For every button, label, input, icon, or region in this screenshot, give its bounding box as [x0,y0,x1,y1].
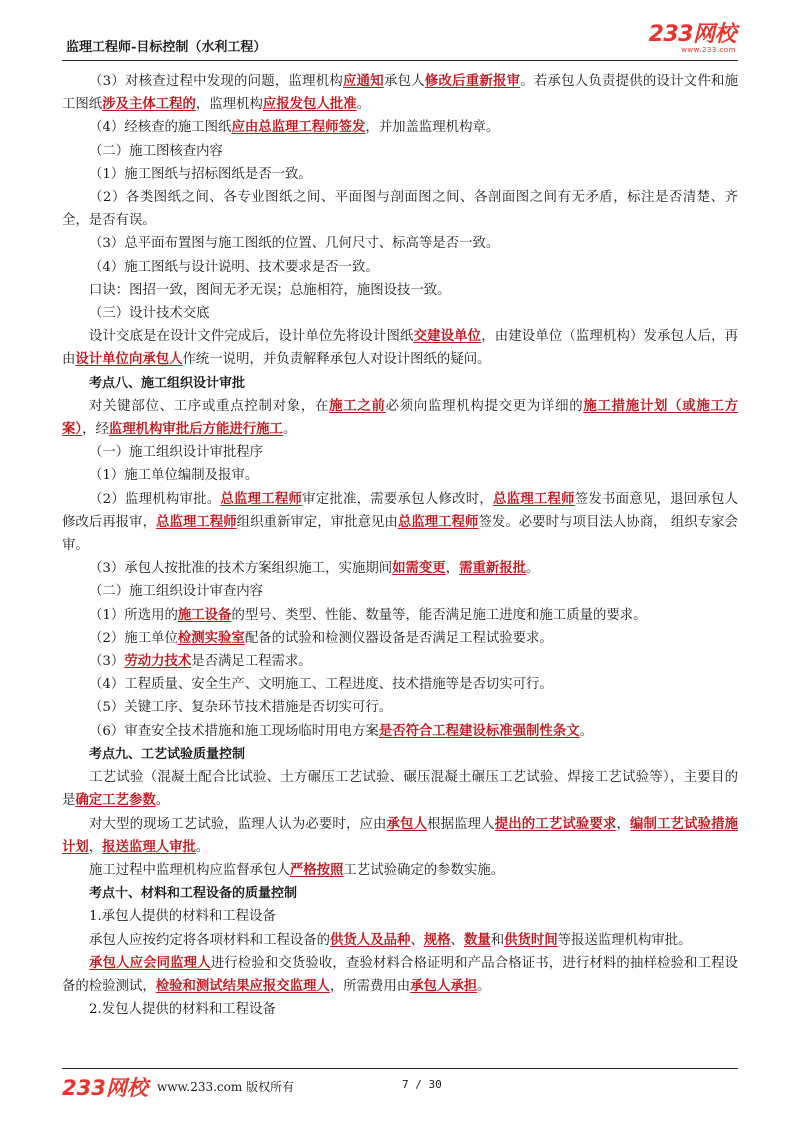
text-run: （1）所选用的 [89,607,178,623]
paragraph [62,998,738,1021]
text-run: 承包人应按约定将各项材料和工程设备的 [89,932,331,948]
highlighted-term: 提出的工艺试验要求 [494,815,617,832]
paragraph [62,813,738,859]
text-run: 签发书面意见，退回承包人修改后再报审， [62,491,739,530]
text-run: 配备的试验和检测仪器设备是否满足工程试验要求。 [244,630,553,646]
paragraph [62,186,738,232]
text-run: （6）审查安全技术措施和施工现场临时用电方案 [89,723,379,739]
header-divider [62,60,738,61]
text-run: 考点十、材料和工程设备的质量控制 [89,886,298,902]
text-run: 、 [410,932,424,948]
highlighted-term: 需重新报批 [459,560,527,577]
section-heading [62,743,738,766]
text-run: 。 [356,97,370,113]
text-run: ，监理机构 [195,97,263,113]
text-run: ，所需费用由 [329,978,411,994]
paragraph [62,604,738,627]
highlighted-term: 承包人 [386,815,428,832]
text-run: ，经 [82,422,109,438]
document-body [62,70,738,1021]
highlighted-term: 交建设单位 [413,328,482,345]
highlighted-term: 严格按照 [289,861,344,878]
highlighted-term: 检测实验室 [177,629,245,646]
text-run: 组织重新审定，审批意见由 [236,514,398,530]
paragraph [62,720,738,743]
text-run: （4）工程质量、安全生产、文明施工、工程进度、技术措施等是否切实可行。 [89,677,553,693]
text-run: 对大型的现场工艺试验，监理人认为必要时，应由 [89,816,387,832]
text-run: 、 [450,932,464,948]
paragraph [62,256,738,279]
text-run: （5）关键工序、复杂环节技术措施是否切实可行。 [89,700,393,716]
paragraph [62,766,738,812]
text-run: 。 [282,422,297,438]
section-heading [62,882,738,905]
text-run: 。 [477,978,491,994]
highlighted-term: 确定工艺参数 [75,792,156,809]
brand-logo-url: www.233.com [681,46,736,54]
paragraph [62,488,738,558]
highlighted-term: 承包人应会同监理人 [89,954,211,971]
text-run: 。 [155,793,170,809]
highlighted-term: 劳动力技术 [124,653,192,670]
text-run: 是否满足工程需求。 [191,654,312,670]
text-run: ， [88,839,103,855]
text-run: 进行检验和交货验收，查验材料合格证明和产品合格证书，进行材料的抽样检验和工程设备的检验测试， [62,955,739,994]
highlighted-term: 承包人承担 [410,977,478,994]
highlighted-term: 应由总监理工程师签发 [231,119,366,136]
text-run: 审定批准，需要承包人修改时， [302,491,493,507]
text-run: 和 [490,932,505,948]
highlighted-term: 总监理工程师 [492,490,575,507]
text-run: （2）各类图纸之间、各专业图纸之间、平面图与剖面图之间、各剖面图之间有无矛盾，标注是否清楚、齐全，是否有误。 [62,190,738,229]
highlighted-term: 应通知 [343,73,384,89]
paragraph [62,952,738,998]
footer-copyright: www.233.com 版权所有 [157,1080,295,1094]
text-run: 2.发包人提供的材料和工程设备 [89,1002,276,1018]
section-heading [62,372,738,395]
text-run: 签发。必要时与项目法人协商， 组织专家会审。 [62,514,738,554]
footer-divider [62,1068,738,1069]
text-run: （一）施工组织设计审批程序 [89,445,264,461]
highlighted-term: 施工措施计划（或施工方案） [62,397,739,438]
text-run: （二）施工图核查内容 [89,143,223,159]
page-number: 7 / 30 [402,1078,442,1091]
text-run: （2）施工单位 [89,630,178,646]
page-footer [62,1072,738,1102]
text-run: （1）施工单位编制及报审。 [89,468,259,484]
text-run: 口诀：图招一致，图间无矛无误；总施相符，施图设技一致。 [89,282,451,298]
text-run: 施工过程中监理机构应监督承包人 [89,862,290,878]
paragraph [62,232,738,255]
paragraph [62,650,738,673]
highlighted-term: 是否符合工程建设标准强制性条文 [378,722,580,739]
text-run: （2）监理机构审批。 [89,491,221,507]
text-run: 1.承包人提供的材料和工程设备 [89,909,276,925]
page-header [62,24,738,58]
paragraph [62,580,738,603]
highlighted-term: 编制工艺试验措施计划 [62,815,739,855]
brand-logo [649,24,736,54]
text-run: （4）施工图纸与设计说明、技术要求是否一致。 [89,259,379,275]
paragraph [62,163,738,186]
paragraph [62,140,738,163]
highlighted-term: 施工设备 [177,606,232,623]
text-run: （3）对核查过程中发现的问题，监理机构 [89,74,344,89]
paragraph [62,673,738,696]
text-run: （1）施工图纸与招标图纸是否一致。 [89,166,312,182]
text-run: 考点九、工艺试验质量控制 [89,746,246,762]
highlighted-term: 总监理工程师 [156,513,237,530]
highlighted-term: 总监理工程师 [220,490,303,507]
paragraph [62,557,738,580]
text-run: （3） [89,654,125,670]
paragraph [62,441,738,464]
text-run: 。 [579,723,593,739]
text-run: 作统一说明，并负责解释承包人对设计图纸的疑问。 [182,352,491,368]
footer-logo: 233网校 [62,1076,148,1100]
brand-logo-text: 233网校 [648,22,736,47]
highlighted-term: 报送监理人审批 [102,838,196,855]
paragraph [62,302,738,325]
highlighted-term: 设计单位向承包人 [75,351,183,368]
text-run: （4）经核查的施工图纸 [89,120,232,136]
text-run: 等报送监理机构审批。 [557,932,692,948]
text-run: 工艺试验（混凝土配合比试验、土方碾压工艺试验、碾压混凝土碾压工艺试验、焊接工艺试验等），主要目的是 [62,770,738,809]
text-run: 根据监理人 [427,816,495,832]
text-run: 承包人 [383,74,425,89]
highlighted-term: 如需变更 [392,560,446,577]
text-run: 。 [526,561,540,577]
text-run: （3）承包人按批准的技术方案组织施工，实施期间 [89,561,393,577]
paragraph [62,116,738,139]
highlighted-term: 施工之前 [329,397,386,414]
text-run: （二）施工组织设计审查内容 [89,584,264,600]
paragraph [62,279,738,302]
text-run: （3）总平面布置图与施工图纸的位置、几何尺寸、标高等是否一致。 [89,236,500,252]
highlighted-term: 供货时间 [504,931,558,948]
text-run: 设计交底是在设计文件完成后，设计单位先将设计图纸 [89,329,414,345]
paragraph [62,696,738,719]
highlighted-term: 监理机构审批后方能进行施工 [108,421,283,438]
text-run: 。 [195,839,210,855]
paragraph [62,464,738,487]
highlighted-term: 涉及主体工程的 [102,96,196,113]
text-run: 工艺试验确定的参数实施。 [343,862,505,878]
paragraph [62,70,738,116]
highlighted-term: 供货人及品种 [330,931,411,948]
paragraph [62,627,738,650]
paragraph [62,929,738,952]
highlighted-term: 修改后重新报审 [424,73,521,89]
highlighted-term: 规格 [423,931,451,948]
text-run: 的型号、类型、性能、数量等，能否满足施工进度和施工质量的要求。 [231,607,647,623]
text-run: 考点八、施工组织设计审批 [89,375,246,391]
paragraph [62,905,738,928]
text-run: ，并加盖监理机构章。 [365,120,500,136]
text-run: 必须向监理机构提交更为详细的 [385,398,584,414]
text-run: 对关键部位、工序或重点控制对象，在 [89,398,330,414]
paragraph [62,395,738,441]
text-run: 。若承包人负责提供的设计文件和施工图纸 [62,74,739,113]
text-run: （三）设计技术交底 [89,306,210,322]
highlighted-term: 数量 [463,931,491,948]
paragraph [62,325,738,371]
text-run: ，由建设单位（监理机构）发承包人后，再由 [62,329,739,368]
text-run: ， [616,816,630,832]
highlighted-term: 总监理工程师 [397,513,479,530]
highlighted-term: 检验和测试结果应报交监理人 [155,977,330,994]
paragraph [62,859,738,882]
text-run: ， [445,561,460,577]
document-title: 监理工程师-目标控制（水利工程） [66,40,267,55]
highlighted-term: 应报发包人批准 [262,96,357,113]
